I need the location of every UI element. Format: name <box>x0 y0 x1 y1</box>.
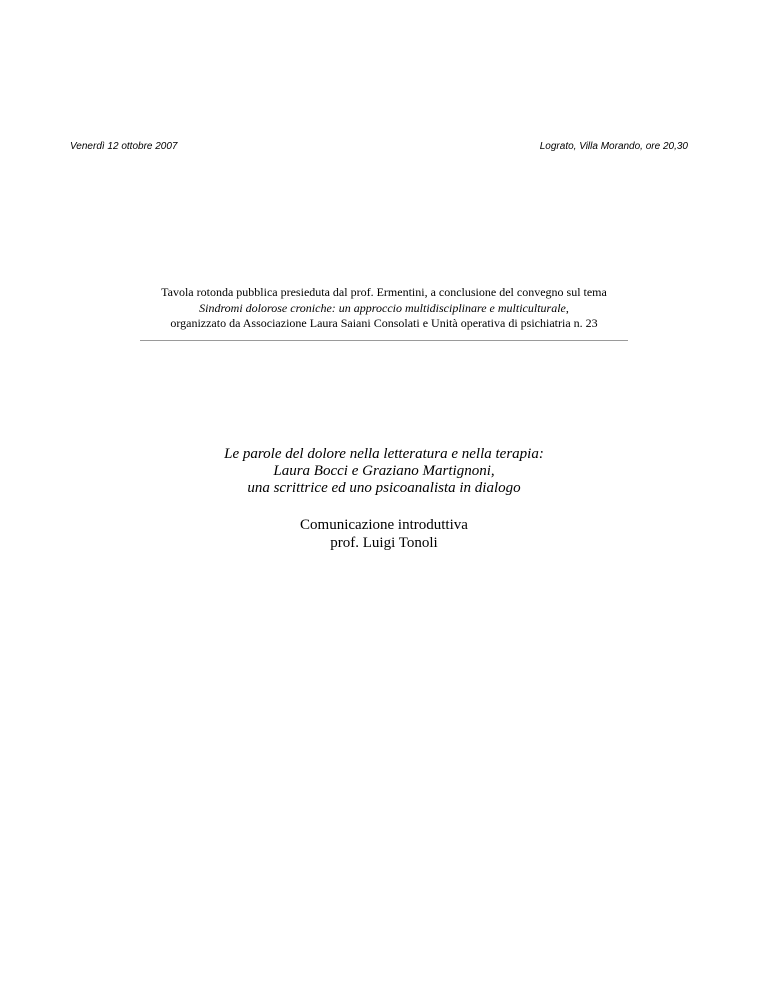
talk-title <box>140 446 628 497</box>
event-date: Venerdì 12 ottobre 2007 <box>70 141 178 152</box>
title-line-1: Le parole del dolore nella letteratura e nella terapia: <box>224 446 544 462</box>
intro-line-2 <box>140 301 628 317</box>
title-line-3: una scrittrice ed uno psicoanalista in dialogo <box>247 480 521 496</box>
intro-line-3: organizzato da Associazione Laura Saiani Consolati e Unità operativa di psichiatria n. 23 <box>170 316 598 330</box>
intro-line-2-suffix: , <box>565 300 569 315</box>
event-intro <box>140 285 628 332</box>
intro-line-1: Tavola rotonda pubblica presieduta dal prof. Ermentini, a conclusione del convegno sul tema <box>161 285 607 299</box>
event-location: Lograto, Villa Morando, ore 20,30 <box>539 141 688 152</box>
horizontal-divider <box>140 340 628 341</box>
conference-theme: Sindromi dolorose croniche: un approccio multidisciplinare e multiculturale <box>199 300 566 315</box>
subtitle-line-1: Comunicazione introduttiva <box>300 517 468 533</box>
speaker-name: prof. Luigi Tonoli <box>330 535 438 551</box>
title-line-2: Laura Bocci e Graziano Martignoni, <box>273 463 495 479</box>
talk-subtitle <box>140 516 628 552</box>
